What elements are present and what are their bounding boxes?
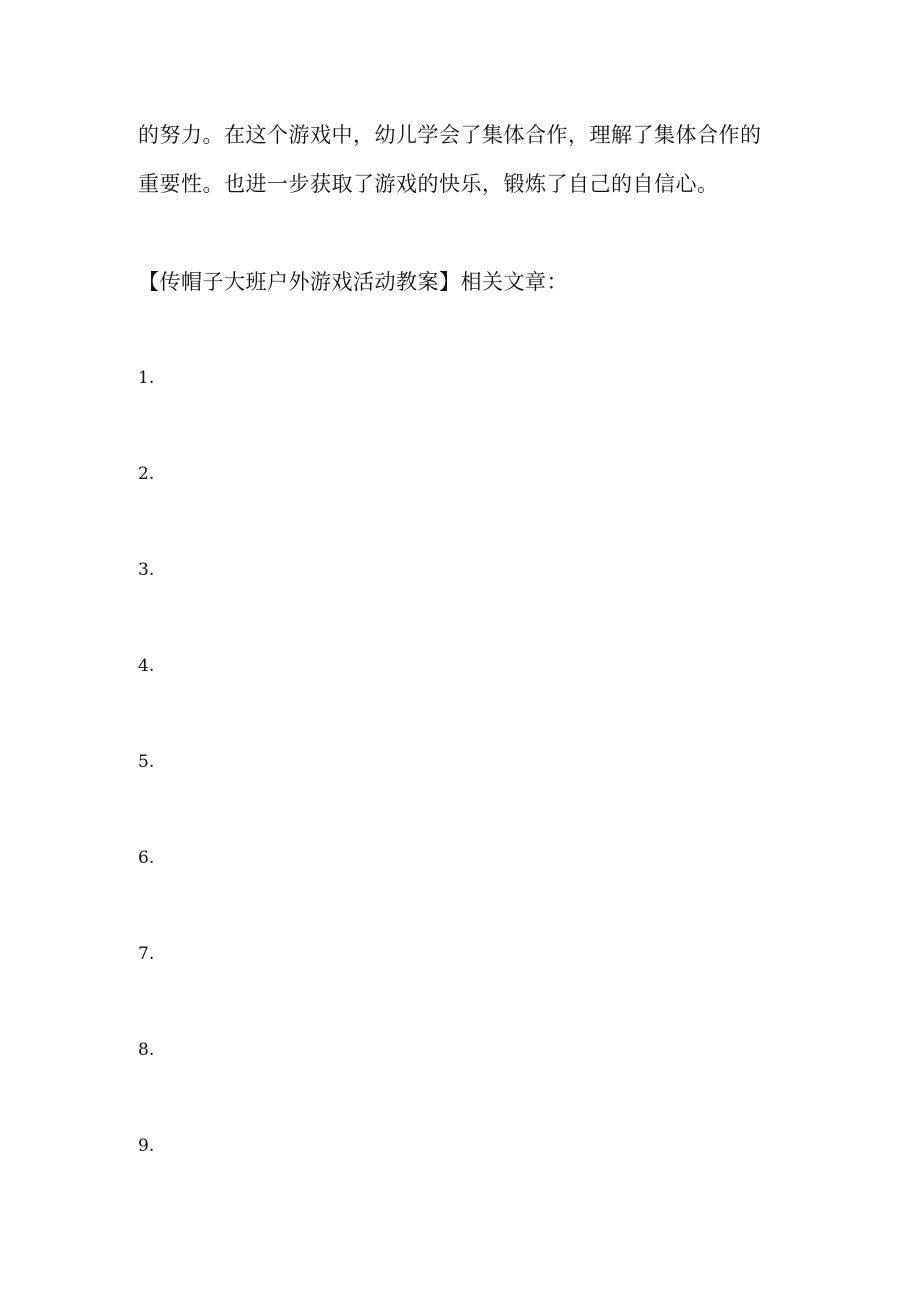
list-item: 3. [138,560,155,580]
list-item: 6. [138,848,155,868]
list-item: 1. [138,368,155,388]
list-item: 2. [138,464,155,484]
list-item: 4. [138,656,155,676]
list-item: 5. [138,752,155,772]
related-articles-heading: 【传帽子大班户外游戏活动教案】相关文章： [138,270,568,294]
paragraph-line: 重要性。也进一步获取了游戏的快乐，锻炼了自己的自信心。 [138,172,719,196]
list-item: 8. [138,1040,155,1060]
paragraph-line: 的努力。在这个游戏中，幼儿学会了集体合作，理解了集体合作的 [138,123,762,147]
list-item: 9. [138,1136,155,1156]
list-item: 7. [138,944,155,964]
related-articles-list [138,364,154,1228]
